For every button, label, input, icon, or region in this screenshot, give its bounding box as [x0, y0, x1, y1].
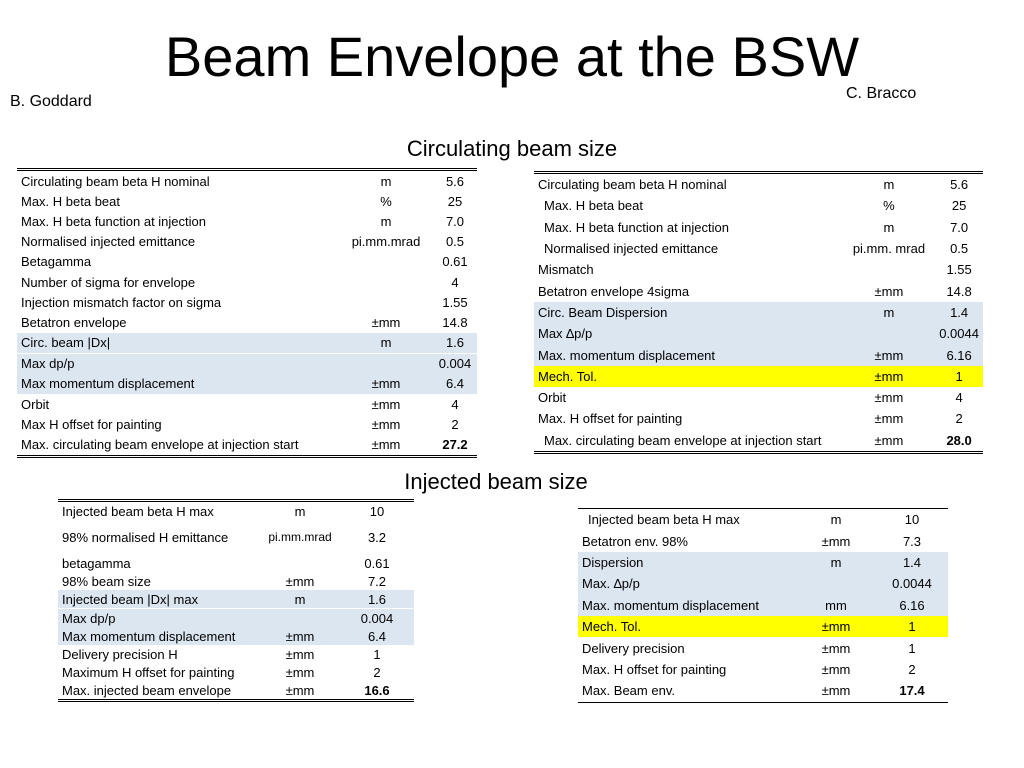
row-value: 3.2	[367, 529, 387, 545]
row-label: Injected beam beta H max	[62, 503, 214, 519]
table-row	[534, 238, 983, 259]
row-label: Max. H beta function at injection	[544, 219, 729, 235]
row-value: 1	[935, 366, 983, 387]
circulating-section-title: Circulating beam size	[406, 136, 618, 161]
row-label: Normalised injected emittance	[544, 241, 719, 257]
row-label: Injected beam |Dx| max	[58, 590, 260, 609]
row-value: 0.0044	[935, 323, 983, 344]
row-unit: m	[796, 552, 876, 573]
row-unit: ±mm	[821, 533, 851, 549]
row-value: 7.3	[902, 533, 922, 549]
row-value: 16.6	[364, 682, 390, 698]
row-unit: ±mm	[843, 366, 936, 387]
row-label: Max. Beam env.	[582, 683, 675, 699]
row-unit: ±mm	[796, 616, 876, 637]
table-row	[58, 609, 414, 628]
row-unit: ±mm	[821, 683, 851, 699]
row-unit: pi.mm. mrad	[852, 241, 926, 257]
table-row	[534, 302, 983, 323]
circulating-table-left	[17, 168, 477, 458]
row-label: Circ. beam |Dx|	[17, 333, 339, 354]
row-unit: m	[830, 512, 842, 528]
table-row	[58, 554, 414, 572]
row-label: Mismatch	[538, 262, 594, 278]
row-value: 1	[373, 646, 381, 662]
row-value: 0.004	[433, 353, 477, 374]
row-unit: ±mm	[371, 416, 401, 432]
row-unit	[339, 292, 433, 312]
row-unit: m	[380, 173, 392, 189]
table-row	[58, 572, 414, 590]
author-left: B. Goddard	[10, 93, 92, 110]
injected-section-title: Injected beam size	[404, 469, 588, 494]
row-value: 2	[451, 416, 459, 432]
row-label: Max momentum displacement	[58, 627, 260, 645]
table-row	[534, 280, 983, 301]
row-unit: mm	[796, 595, 876, 616]
row-value: 0.0044	[876, 573, 948, 594]
table-row	[17, 170, 477, 192]
row-label: Max. injected beam envelope	[62, 682, 232, 698]
table-row	[578, 595, 948, 616]
table-row-total	[534, 430, 983, 453]
row-unit: ±mm	[371, 314, 401, 330]
row-value: 5.6	[445, 173, 465, 189]
row-unit: ±mm	[285, 682, 315, 698]
row-unit: ±mm	[371, 437, 401, 453]
row-unit: m	[294, 503, 306, 519]
table-row	[58, 590, 414, 609]
row-label: Max. circulating beam envelope at injection start	[21, 437, 299, 453]
row-label: Max. H beta function at injection	[21, 213, 206, 229]
row-label: Max. H beta beat	[544, 198, 643, 214]
row-label: Circulating beam beta H nominal	[538, 177, 727, 193]
row-value: 2	[908, 661, 916, 677]
row-value: 6.16	[935, 344, 983, 365]
row-unit	[339, 353, 433, 374]
row-unit: ±mm	[843, 344, 936, 365]
table-row	[17, 374, 477, 394]
table-row	[534, 195, 983, 216]
row-value: 0.61	[364, 555, 390, 571]
table-row	[578, 637, 948, 658]
slide-title: Beam Envelope at the BSW	[164, 25, 860, 88]
table-row-total	[58, 681, 414, 701]
row-value: 6.4	[433, 374, 477, 394]
row-label: Max dp/p	[58, 609, 260, 628]
table-row	[17, 232, 477, 252]
row-label: Maximum H offset for painting	[62, 664, 235, 680]
table-row	[578, 509, 948, 531]
row-label: Mech. Tol.	[578, 616, 796, 637]
row-label: Injected beam beta H max	[588, 512, 740, 528]
row-label: Max. momentum displacement	[534, 344, 843, 365]
row-unit: pi.mm.mrad	[268, 529, 332, 544]
row-label: Circulating beam beta H nominal	[21, 173, 210, 189]
injected-table-left	[58, 499, 414, 702]
row-unit	[843, 259, 936, 280]
row-value: 10	[369, 503, 385, 519]
table-row	[534, 408, 983, 429]
row-value: 7.2	[367, 573, 387, 589]
row-label: Max. H beta beat	[21, 193, 120, 209]
row-label: Orbit	[21, 396, 50, 412]
table-row	[58, 627, 414, 645]
table-row	[17, 211, 477, 231]
row-unit: ±mm	[285, 646, 315, 662]
row-unit: %	[883, 198, 895, 214]
table-row	[58, 663, 414, 681]
row-label: Mech. Tol.	[534, 366, 843, 387]
row-unit: m	[380, 213, 392, 229]
row-value: 2	[955, 411, 963, 427]
row-unit: ±mm	[285, 664, 315, 680]
row-unit: ±mm	[260, 627, 340, 645]
row-value: 1	[876, 616, 948, 637]
row-value: 0.61	[442, 254, 468, 270]
row-value: 0.5	[445, 234, 465, 250]
row-unit: ±mm	[371, 396, 401, 412]
row-label: Max dp/p	[17, 353, 339, 374]
row-value: 4	[955, 390, 963, 406]
row-unit: m	[260, 590, 340, 609]
row-unit: ±mm	[821, 640, 851, 656]
table-row	[17, 414, 477, 434]
row-unit: m	[883, 177, 895, 193]
row-label: Max. ∆p/p	[578, 573, 796, 594]
table-row	[534, 344, 983, 365]
row-label: Number of sigma for envelope	[21, 274, 196, 290]
table-row	[58, 501, 414, 521]
row-label: Betatron env. 98%	[582, 533, 688, 549]
table-row-highlight	[534, 366, 983, 387]
row-unit: m	[339, 333, 433, 354]
row-label: Injection mismatch factor on sigma	[21, 294, 222, 310]
row-unit: ±mm	[339, 374, 433, 394]
table-row	[534, 217, 983, 238]
injected-table-right	[578, 508, 948, 703]
row-label: betagamma	[62, 555, 131, 571]
table-row	[58, 645, 414, 663]
row-unit	[339, 252, 433, 272]
row-value: 1.4	[876, 552, 948, 573]
row-value: 14.8	[946, 283, 972, 299]
table-row-total	[17, 434, 477, 456]
row-value: 17.4	[899, 683, 925, 699]
table-row	[17, 252, 477, 272]
table-row	[17, 272, 477, 292]
row-value: 0.5	[950, 241, 969, 257]
row-label: Betatron envelope	[21, 314, 127, 330]
row-value: 1.4	[935, 302, 983, 323]
row-label: Delivery precision H	[62, 646, 178, 662]
row-value: 4	[451, 274, 459, 290]
row-unit	[339, 272, 433, 292]
row-value: 7.0	[445, 213, 465, 229]
row-value: 4	[451, 396, 459, 412]
row-value: 27.2	[442, 437, 468, 453]
row-unit	[843, 323, 936, 344]
row-label: Delivery precision	[582, 640, 685, 656]
row-value: 2	[373, 664, 381, 680]
row-value: 1	[908, 640, 916, 656]
row-value: 14.8	[442, 314, 468, 330]
row-label: Normalised injected emittance	[21, 234, 196, 250]
row-value: 25	[951, 198, 967, 214]
row-unit: ±mm	[874, 432, 904, 448]
table-row	[17, 191, 477, 211]
table-row-highlight	[578, 616, 948, 637]
row-unit: ±mm	[874, 283, 904, 299]
table-row	[17, 353, 477, 374]
author-right: C. Bracco	[846, 85, 917, 102]
table-row-total	[578, 680, 948, 702]
table-row	[17, 394, 477, 414]
circulating-table-right	[534, 171, 983, 454]
row-label: Max momentum displacement	[17, 374, 339, 394]
table-row	[578, 552, 948, 573]
row-unit	[796, 573, 876, 594]
table-row	[534, 323, 983, 344]
row-unit: ±mm	[821, 661, 851, 677]
row-unit	[260, 554, 340, 572]
row-value: 0.004	[340, 609, 414, 628]
row-label: Max. momentum displacement	[578, 595, 796, 616]
row-unit: ±mm	[874, 390, 904, 406]
table-row	[534, 387, 983, 408]
table-row	[534, 173, 983, 196]
row-value: 5.6	[950, 177, 969, 193]
row-value: 28.0	[946, 432, 972, 448]
row-unit	[260, 609, 340, 628]
row-label: 98% normalised H emittance	[62, 529, 229, 545]
table-row	[578, 573, 948, 594]
row-label: Betatron envelope 4sigma	[538, 283, 690, 299]
table-row	[17, 333, 477, 354]
table-row	[534, 259, 983, 280]
row-label: Max. H offset for painting	[582, 661, 727, 677]
table-row	[17, 312, 477, 332]
row-value: 1.55	[946, 262, 972, 278]
row-label: Circ. Beam Dispersion	[534, 302, 843, 323]
table-row	[58, 520, 414, 554]
row-label: Betagamma	[21, 254, 92, 270]
row-label: Orbit	[538, 390, 567, 406]
table-row	[17, 292, 477, 312]
row-value: 1.6	[340, 590, 414, 609]
row-value: 6.16	[876, 595, 948, 616]
row-label: Max H offset for painting	[21, 416, 162, 432]
row-value: 10	[904, 512, 920, 528]
row-label: Max. H offset for painting	[538, 411, 683, 427]
row-value: 7.0	[950, 219, 969, 235]
row-unit: pi.mm.mrad	[351, 234, 421, 250]
row-value: 1.55	[442, 294, 468, 310]
row-label: Dispersion	[578, 552, 796, 573]
row-label: Max. circulating beam envelope at injection start	[544, 432, 822, 448]
table-row	[578, 659, 948, 680]
row-label: Max ∆p/p	[534, 323, 843, 344]
row-unit: %	[380, 193, 392, 209]
row-value: 6.4	[340, 627, 414, 645]
row-unit: ±mm	[285, 573, 315, 589]
row-value: 1.6	[433, 333, 477, 354]
row-unit: m	[883, 219, 895, 235]
table-row	[578, 530, 948, 551]
row-unit: m	[843, 302, 936, 323]
row-unit: ±mm	[874, 411, 904, 427]
row-value: 25	[447, 193, 463, 209]
row-label: 98% beam size	[62, 573, 151, 589]
